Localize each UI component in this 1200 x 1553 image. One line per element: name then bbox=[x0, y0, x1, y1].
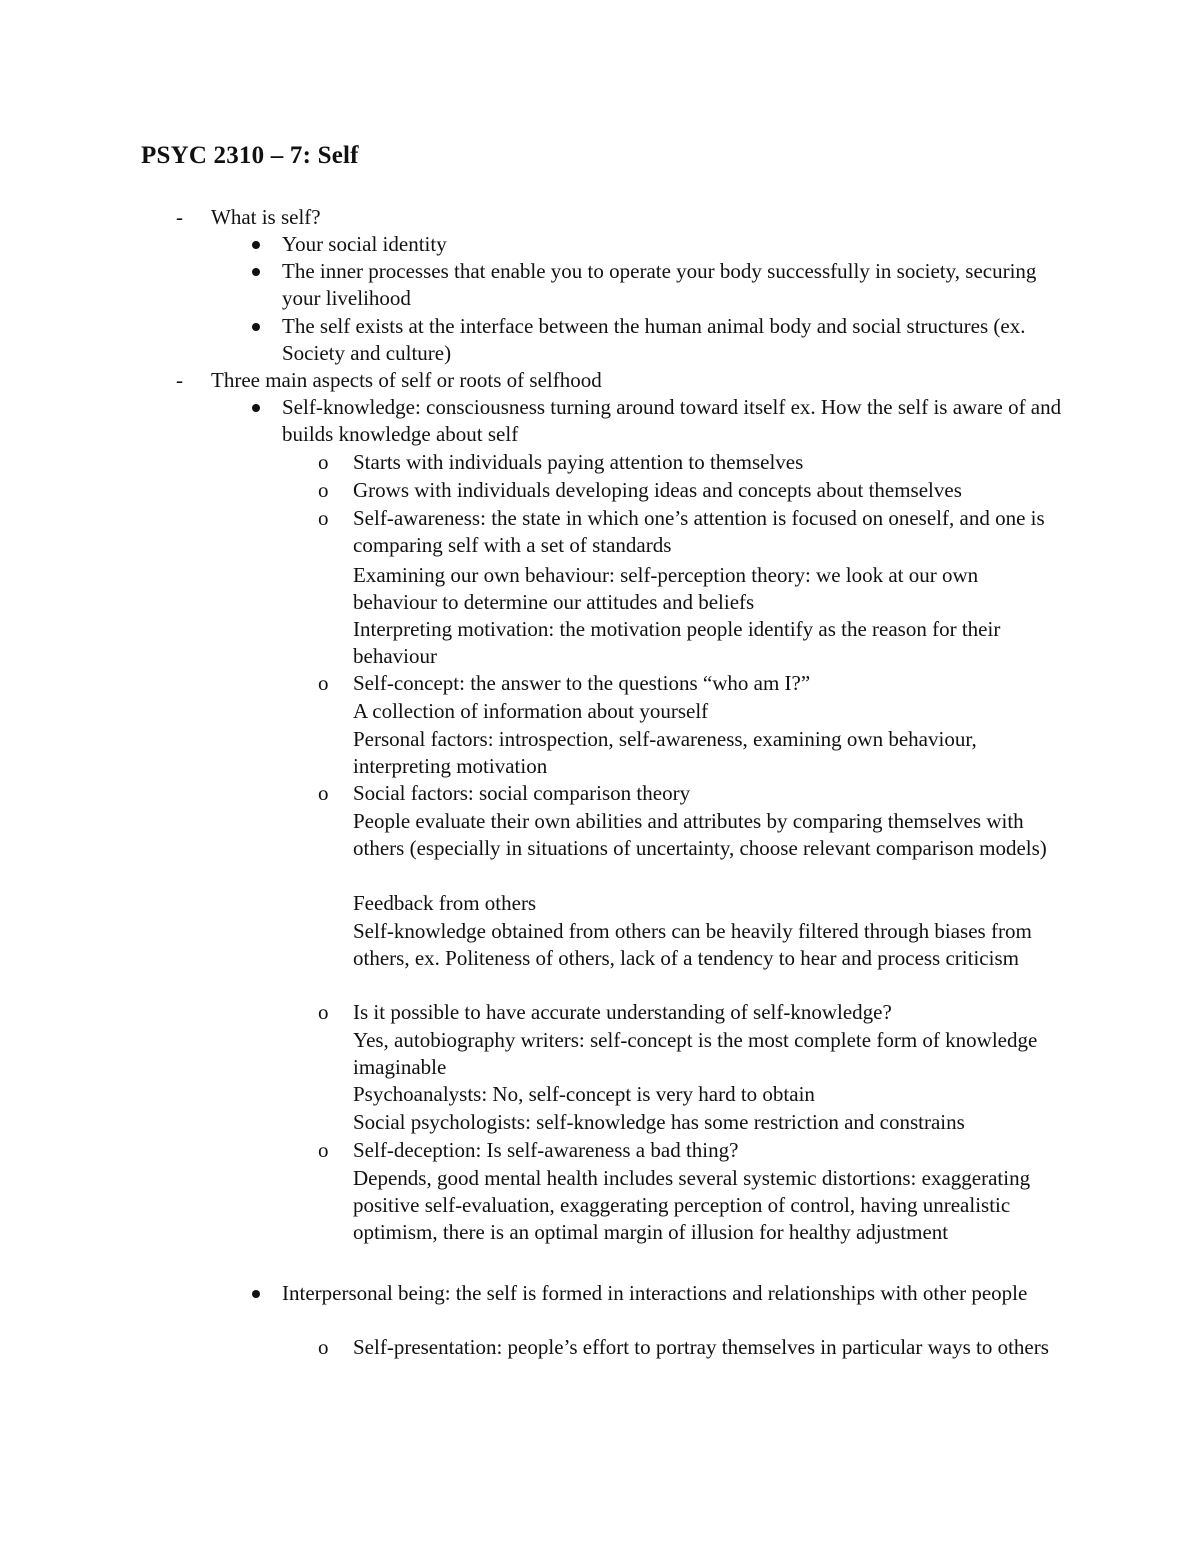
sub-list-item bbox=[0, 999, 1200, 1027]
continuation-paragraph bbox=[0, 698, 1200, 726]
list-item bbox=[0, 204, 1200, 231]
sub-list-item bbox=[0, 1334, 1200, 1388]
list-item bbox=[0, 1280, 1200, 1334]
list-item-text: The inner processes that enable you to operate your body successfully in society, securing your livelihood bbox=[282, 259, 1037, 310]
continuation-paragraph bbox=[0, 616, 1200, 670]
list-item-text: Starts with individuals paying attention to themselves bbox=[353, 450, 804, 474]
list-item bbox=[0, 394, 1200, 449]
list-item bbox=[0, 313, 1200, 367]
paragraph-text: People evaluate their own abilities and attributes by comparing themselves with others (especially in situations of uncertainty, choose relevant comparison models) bbox=[353, 809, 1047, 860]
dash-bullet: - bbox=[176, 205, 183, 229]
list-item-text: The self exists at the interface between the human animal body and social structures (ex. Society and culture) bbox=[282, 314, 1026, 365]
circle-bullet: o bbox=[318, 1000, 329, 1024]
continuation-paragraph bbox=[0, 1109, 1200, 1137]
list-item-text: Self-concept: the answer to the questions “who am I?” bbox=[353, 671, 811, 695]
list-item-text: Is it possible to have accurate understanding of self-knowledge? bbox=[353, 1000, 892, 1024]
sub-list-item bbox=[0, 505, 1200, 562]
circle-bullet: o bbox=[318, 1335, 329, 1359]
bullet-icon bbox=[252, 323, 260, 331]
circle-bullet: o bbox=[318, 450, 329, 474]
list-item-text: Social factors: social comparison theory bbox=[353, 781, 691, 805]
outline bbox=[0, 204, 1200, 1388]
paragraph-text: Personal factors: introspection, self-awareness, examining own behaviour, interpreting motivation bbox=[353, 727, 977, 778]
sub-list-item bbox=[0, 670, 1200, 698]
list-item-text: Self-awareness: the state in which one’s attention is focused on oneself, and one is comparing self with a set of standards bbox=[353, 506, 1045, 557]
sub-list-item bbox=[0, 780, 1200, 808]
continuation-paragraph bbox=[0, 1165, 1200, 1280]
sub-list-item bbox=[0, 1137, 1200, 1165]
list-item-text: Self-deception: Is self-awareness a bad thing? bbox=[353, 1138, 739, 1162]
list-item bbox=[0, 231, 1200, 258]
circle-bullet: o bbox=[318, 781, 329, 805]
circle-bullet: o bbox=[318, 1138, 329, 1162]
list-item-text: Three main aspects of self or roots of selfhood bbox=[211, 368, 602, 392]
sub-list-item bbox=[0, 477, 1200, 505]
paragraph-text: Feedback from others bbox=[353, 891, 537, 915]
paragraph-text: Depends, good mental health includes several systemic distortions: exaggerating positive self-evaluation, exaggerating perception of control, having unrealistic optimism, there is an optimal margin of illusion for healthy adjustment bbox=[353, 1166, 1031, 1244]
list-item bbox=[0, 258, 1200, 313]
dash-bullet: - bbox=[176, 368, 183, 392]
circle-bullet: o bbox=[318, 506, 329, 530]
circle-bullet: o bbox=[318, 478, 329, 502]
paragraph-text: Yes, autobiography writers: self-concept is the most complete form of knowledge imaginable bbox=[353, 1028, 1038, 1079]
paragraph-text: Social psychologists: self-knowledge has some restriction and constrains bbox=[353, 1110, 965, 1134]
continuation-paragraph bbox=[0, 808, 1200, 890]
continuation-paragraph bbox=[0, 918, 1200, 999]
list-item-text: Grows with individuals developing ideas and concepts about themselves bbox=[353, 478, 962, 502]
continuation-paragraph bbox=[0, 562, 1200, 616]
list-item-text: Interpersonal being: the self is formed in interactions and relationships with other people bbox=[282, 1281, 1028, 1305]
paragraph-text: Interpreting motivation: the motivation people identify as the reason for their behaviour bbox=[353, 617, 1001, 668]
bullet-icon bbox=[252, 404, 260, 412]
continuation-paragraph bbox=[0, 726, 1200, 780]
bullet-icon bbox=[252, 1290, 260, 1298]
list-item-text: What is self? bbox=[211, 205, 321, 229]
list-item-text: Self-presentation: people’s effort to portray themselves in particular ways to others bbox=[353, 1335, 1049, 1359]
sub-list-item bbox=[0, 449, 1200, 477]
continuation-paragraph bbox=[0, 1081, 1200, 1109]
list-item bbox=[0, 367, 1200, 394]
list-item-text: Self-knowledge: consciousness turning around toward itself ex. How the self is aware of and builds knowledge about self bbox=[282, 395, 1062, 446]
continuation-paragraph bbox=[0, 1027, 1200, 1081]
list-item-text: Your social identity bbox=[282, 232, 447, 256]
paragraph-text: Psychoanalysts: No, self-concept is very hard to obtain bbox=[353, 1082, 815, 1106]
circle-bullet: o bbox=[318, 671, 329, 695]
paragraph-text: Examining our own behaviour: self-perception theory: we look at our own behaviour to determine our attitudes and beliefs bbox=[353, 563, 979, 614]
continuation-paragraph bbox=[0, 890, 1200, 918]
bullet-icon bbox=[252, 268, 260, 276]
bullet-icon bbox=[252, 241, 260, 249]
page-title: PSYC 2310 – 7: Self bbox=[141, 142, 359, 169]
paragraph-text: Self-knowledge obtained from others can be heavily filtered through biases from others, ex. Politeness of others, lack of a tendency to hear and process criticism bbox=[353, 919, 1032, 970]
paragraph-text: A collection of information about yourself bbox=[353, 699, 709, 723]
